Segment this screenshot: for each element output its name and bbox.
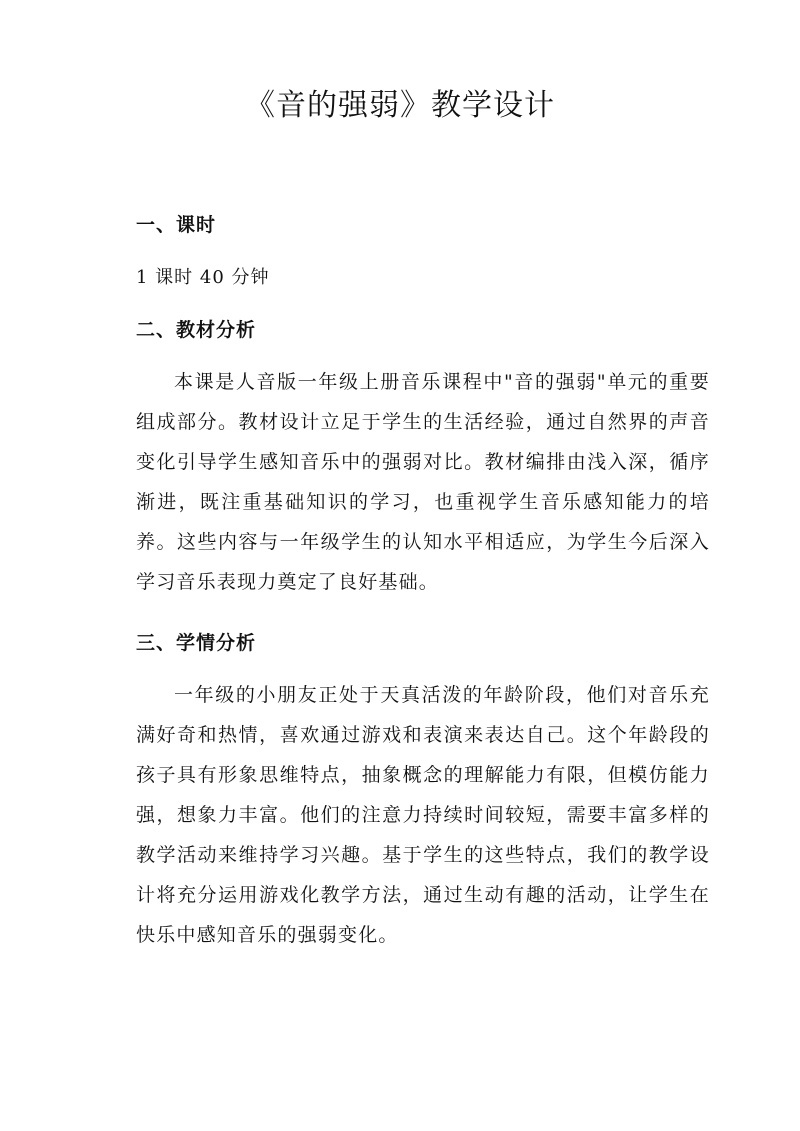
textbook-analysis-content [136,362,710,602]
section-textbook-analysis [136,315,710,345]
section-text: 1 课时 40 分钟 [136,267,270,288]
section-student-analysis [136,628,710,658]
student-analysis-content [136,675,710,955]
section-lesson-time [136,210,710,240]
section-heading: 一、课时 [136,214,217,236]
section-heading: 三、学情分析 [136,632,257,654]
section-paragraph: 本课是人音版一年级上册音乐课程中"音的强弱"单元的重要组成部分。教材设计立足于学生的生活经验，通过自然界的声音变化引导学生感知音乐中的强弱对比。教材编排由浅入深，循序渐进，既注重基础知识的学习，也重视学生音乐感知能力的培养。这些内容与一年级学生的认知水平相适应，为学生今后深入学习音乐表现力奠定了良好基础。 [136,371,710,593]
section-paragraph: 一年级的小朋友正处于天真活泼的年龄阶段，他们对音乐充满好奇和热情，喜欢通过游戏和表演来表达自己。这个年龄段的孩子具有形象思维特点，抽象概念的理解能力有限，但模仿能力强，想象力丰富。他们的注意力持续时间较短，需要丰富多样的教学活动来维持学习兴趣。基于学生的这些特点，我们的教学设计将充分运用游戏化教学方法，通过生动有趣的活动，让学生在快乐中感知音乐的强弱变化。 [136,684,710,946]
section-heading: 二、教材分析 [136,319,257,341]
document-title: 《音的强弱》教学设计 [245,88,555,123]
lesson-time-content [136,263,710,293]
